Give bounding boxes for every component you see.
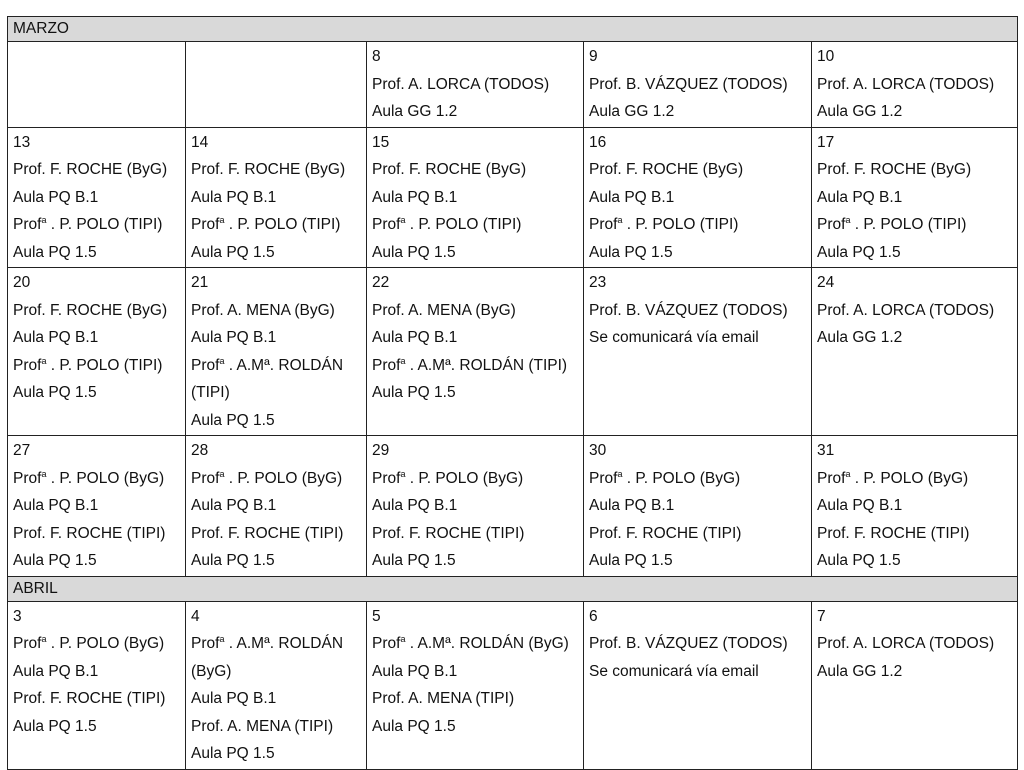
day-cell [367,436,584,577]
day-cell [8,268,186,436]
cell-line: Aula PQ B.1 [817,497,903,514]
cell-line: Prof. A. MENA (ByG) [191,301,335,319]
cell-line: Aula PQ B.1 [191,188,277,206]
day-number: 29 [372,442,390,459]
day-cell [812,42,1018,128]
day-number: 20 [13,274,31,291]
day-cell [812,436,1018,577]
day-cell [186,436,367,577]
day-number: 9 [589,48,598,65]
day-cell [584,436,812,577]
cell-line: Prof. A. LORCA (TODOS) [817,635,995,652]
day-number: 10 [817,48,835,65]
day-number: 27 [13,442,31,459]
month-row-abril [8,576,1018,601]
day-number: 3 [13,607,22,625]
cell-line: Aula GG 1.2 [372,103,458,120]
day-number: 6 [589,607,598,625]
cell-line: Prof. A. MENA (TIPI) [372,690,515,707]
cell-line: Prof. F. ROCHE (TIPI) [13,524,166,542]
cell-line: Aula PQ 1.5 [191,411,275,429]
cell-line: Prof$^a$ . P. POLO (ByG) [372,468,524,487]
cell-line: Aula PQ 1.5 [191,243,275,261]
cell-line: Aula GG 1.2 [817,103,903,120]
week-row [8,436,1018,577]
month-label-marzo: MARZO [8,17,1018,42]
day-cell [8,601,186,769]
cell-line: Aula PQ B.1 [13,329,99,346]
cell-line: Aula PQ 1.5 [372,552,456,569]
cell-line: Prof. F. ROCHE (TIPI) [372,524,525,542]
day-number: 28 [191,442,209,459]
cell-line: Prof$^a$ . P. POLO (ByG) [13,634,165,652]
cell-line: Prof$^a$ . A.Mª. ROLDÁN (TIPI) [191,355,344,401]
day-cell [186,601,367,769]
day-cell [584,127,812,268]
cell-line: Aula PQ B.1 [817,188,903,206]
week-row [8,268,1018,436]
day-cell [584,42,812,128]
cell-line: Prof$^a$ . P. POLO (TIPI) [589,215,739,233]
cell-line: Aula PQ B.1 [589,188,675,206]
cell-line: Aula PQ B.1 [191,497,277,514]
day-number: 23 [589,274,607,291]
day-number: 8 [372,48,381,65]
cell-line: Prof$^a$ . A.Mª. ROLDÁN (ByG) [372,634,569,652]
day-number: 13 [13,133,31,151]
cell-line: Aula PQ B.1 [13,497,99,514]
day-cell [186,268,367,436]
day-number: 7 [817,607,826,625]
month-label-abril: ABRIL [8,576,1018,601]
cell-line: Prof. F. ROCHE (TIPI) [13,690,166,707]
cell-line: Aula PQ 1.5 [372,243,456,261]
cell-line: Prof. F. ROCHE (ByG) [13,161,168,178]
cell-line: Aula GG 1.2 [817,662,903,680]
day-number: 16 [589,133,607,151]
cell-line: Aula GG 1.2 [589,103,675,120]
day-number: 24 [817,274,835,291]
cell-line: Aula PQ B.1 [589,497,675,514]
cell-line: Prof. A. MENA (ByG) [372,301,516,319]
cell-line: Aula PQ 1.5 [372,384,456,401]
cell-line: Prof. F. ROCHE (TIPI) [589,524,742,542]
cell-line: Aula GG 1.2 [817,329,903,346]
day-cell [186,127,367,268]
cell-line: Prof. F. ROCHE (ByG) [817,161,972,178]
day-number: 15 [372,133,390,151]
cell-line: Aula PQ 1.5 [13,243,97,261]
cell-line: Prof. F. ROCHE (ByG) [13,301,168,319]
cell-line: Prof$^a$ . P. POLO (ByG) [191,468,343,487]
cell-line: Aula PQ 1.5 [372,717,456,735]
cell-line: Prof. A. MENA (TIPI) [191,717,334,735]
cell-line: Aula PQ 1.5 [13,384,97,401]
cell-line: Se comunicará vía email [589,329,759,346]
cell-line: Aula PQ 1.5 [13,717,97,735]
day-number: 4 [191,607,200,625]
week-row [8,42,1018,128]
cell-line: Aula PQ B.1 [13,662,99,680]
cell-line: Aula PQ 1.5 [191,552,275,569]
cell-line: Prof. A. LORCA (TODOS) [372,75,550,93]
week-row [8,127,1018,268]
cell-line: Prof$^a$ . P. POLO (ByG) [817,468,969,487]
cell-line: Aula PQ 1.5 [589,243,673,261]
cell-line: Prof$^a$ . P. POLO (ByG) [13,468,165,487]
cell-line: Aula PQ 1.5 [13,552,97,569]
cell-line: Prof. B. VÁZQUEZ (TODOS) [589,635,788,652]
day-cell [367,268,584,436]
cell-line: Aula PQ B.1 [372,497,458,514]
day-cell [812,268,1018,436]
cell-line: Aula PQ 1.5 [817,243,901,261]
day-cell [584,268,812,436]
schedule-table [7,16,1018,770]
day-cell [8,127,186,268]
day-number: 5 [372,607,381,625]
cell-line: Aula PQ B.1 [191,690,277,707]
cell-line: Prof. F. ROCHE (ByG) [372,161,527,178]
cell-line: Prof$^a$ . A.Mª. ROLDÁN (TIPI) [372,355,568,374]
day-cell [812,127,1018,268]
cell-line: Aula PQ 1.5 [191,745,275,762]
cell-line: Aula PQ B.1 [372,662,458,680]
cell-line: Prof. B. VÁZQUEZ (TODOS) [589,301,788,319]
cell-line: Prof. F. ROCHE (TIPI) [191,524,344,542]
cell-line: Aula PQ B.1 [372,188,458,206]
day-number: 17 [817,133,835,151]
day-cell [8,436,186,577]
day-number: 14 [191,133,209,151]
day-number: 22 [372,274,390,291]
day-number: 31 [817,442,835,459]
day-cell [8,42,186,128]
cell-line: Aula PQ B.1 [372,329,458,346]
cell-line: Aula PQ B.1 [191,329,277,346]
day-cell [367,127,584,268]
cell-line: Aula PQ B.1 [13,188,99,206]
day-cell [186,42,367,128]
day-cell [367,601,584,769]
cell-line: Prof$^a$ . P. POLO (TIPI) [13,215,163,233]
cell-line: Prof. F. ROCHE (TIPI) [817,524,970,542]
cell-line: Prof. A. LORCA (TODOS) [817,75,995,93]
cell-line: Prof$^a$ . A.Mª. ROLDÁN (ByG) [191,634,344,680]
cell-line: Prof. B. VÁZQUEZ (TODOS) [589,75,788,93]
cell-line: Prof. A. LORCA (TODOS) [817,301,995,319]
month-row-marzo [8,17,1018,42]
cell-line: Prof$^a$ . P. POLO (TIPI) [191,215,341,233]
cell-line: Prof$^a$ . P. POLO (ByG) [589,468,741,487]
day-cell [812,601,1018,769]
day-cell [584,601,812,769]
cell-line: Se comunicará vía email [589,662,759,680]
day-number: 21 [191,274,209,291]
cell-line: Prof. F. ROCHE (ByG) [589,161,744,178]
cell-line: Aula PQ 1.5 [589,552,673,569]
cell-line: Prof$^a$ . P. POLO (TIPI) [372,215,522,233]
day-number: 30 [589,442,607,459]
cell-line: Aula PQ 1.5 [817,552,901,569]
cell-line: Prof. F. ROCHE (ByG) [191,161,346,178]
cell-line: Prof$^a$ . P. POLO (TIPI) [817,215,967,233]
week-row [8,601,1018,769]
day-cell [367,42,584,128]
cell-line: Prof$^a$ . P. POLO (TIPI) [13,355,163,374]
